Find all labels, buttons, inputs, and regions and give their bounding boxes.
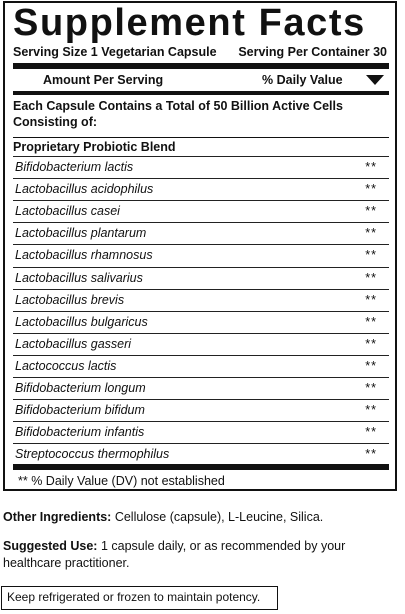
ingredient-row <box>13 377 389 398</box>
ingredient-row <box>13 289 389 310</box>
triangle-down-icon <box>366 75 384 85</box>
serving-info <box>13 45 387 59</box>
blend-title: Proprietary Probiotic Blend <box>13 140 176 154</box>
ingredient-daily-value: ** <box>365 447 377 462</box>
supplement-facts-panel <box>3 1 397 491</box>
ingredient-row <box>13 399 389 420</box>
ingredient-name: Lactobacillus gasseri <box>15 336 132 351</box>
ingredient-name: Lactobacillus bulgaricus <box>15 314 148 329</box>
ingredient-daily-value: ** <box>365 314 377 329</box>
other-ingredients-label: Other Ingredients: <box>3 510 112 524</box>
thin-divider <box>13 137 389 138</box>
ingredient-daily-value: ** <box>365 403 377 418</box>
ingredient-daily-value: ** <box>365 270 377 285</box>
amount-per-serving: Amount Per Serving <box>43 73 164 87</box>
ingredient-name: Lactobacillus acidophilus <box>15 182 154 197</box>
servings-per-container: Serving Per Container 30 <box>238 45 387 59</box>
ingredient-name: Lactobacillus rhamnosus <box>15 248 153 263</box>
suggested-use-text: 1 capsule daily, or as recommended by your healthcare practitioner. <box>3 539 346 570</box>
ingredient-name: Lactobacillus brevis <box>15 292 125 307</box>
other-ingredients <box>3 509 395 526</box>
suggested-use <box>3 538 348 572</box>
ingredient-row <box>13 267 389 288</box>
ingredient-daily-value: ** <box>365 226 377 241</box>
ingredient-daily-value: ** <box>365 358 377 373</box>
ingredient-name: Streptococcus thermophilus <box>15 447 170 462</box>
ingredient-daily-value: ** <box>365 381 377 395</box>
ingredient-row <box>13 200 389 221</box>
ingredient-daily-value: ** <box>365 336 377 351</box>
ingredient-daily-value: ** <box>365 182 377 197</box>
ingredient-name: Lactobacillus salivarius <box>15 270 143 285</box>
ingredient-name: Bifidobacterium lactis <box>15 160 134 174</box>
ingredient-row <box>13 443 389 464</box>
other-ingredients-text: Cellulose (capsule), L-Leucine, Silica. <box>111 510 324 524</box>
thick-divider <box>13 63 389 69</box>
amount-header <box>13 70 389 90</box>
suggested-use-label: Suggested Use: <box>3 539 98 553</box>
ingredient-row <box>13 244 389 265</box>
ingredient-name: Bifidobacterium longum <box>15 381 146 395</box>
ingredient-name: Bifidobacterium infantis <box>15 425 145 440</box>
ingredient-row <box>13 178 389 199</box>
dv-footnote: ** % Daily Value (DV) not established <box>18 474 225 488</box>
ingredient-daily-value: ** <box>365 248 377 263</box>
ingredient-daily-value: ** <box>365 425 377 440</box>
ingredient-name: Lactococcus lactis <box>15 358 117 373</box>
ingredient-daily-value: ** <box>365 160 377 174</box>
serving-size: Serving Size 1 Vegetarian Capsule <box>13 45 217 59</box>
ingredient-daily-value: ** <box>365 204 377 219</box>
storage-notice: Keep refrigerated or frozen to maintain potency. <box>1 586 278 610</box>
ingredient-row <box>13 333 389 354</box>
panel-title: Supplement Facts <box>13 2 366 44</box>
ingredient-daily-value: ** <box>365 292 377 307</box>
each-capsule-note: Each Capsule Contains a Total of 50 Billion Active Cells Consisting of: <box>13 99 343 129</box>
daily-value-header: % Daily Value <box>262 73 343 87</box>
ingredient-row <box>13 222 389 243</box>
medium-divider <box>13 91 389 95</box>
ingredient-name: Lactobacillus casei <box>15 204 120 219</box>
ingredient-row <box>13 421 389 442</box>
ingredient-row <box>13 156 389 177</box>
thick-divider-bottom <box>13 464 389 470</box>
ingredient-row <box>13 355 389 376</box>
ingredient-row <box>13 311 389 332</box>
ingredient-name: Lactobacillus plantarum <box>15 226 147 241</box>
ingredient-name: Bifidobacterium bifidum <box>15 403 145 418</box>
